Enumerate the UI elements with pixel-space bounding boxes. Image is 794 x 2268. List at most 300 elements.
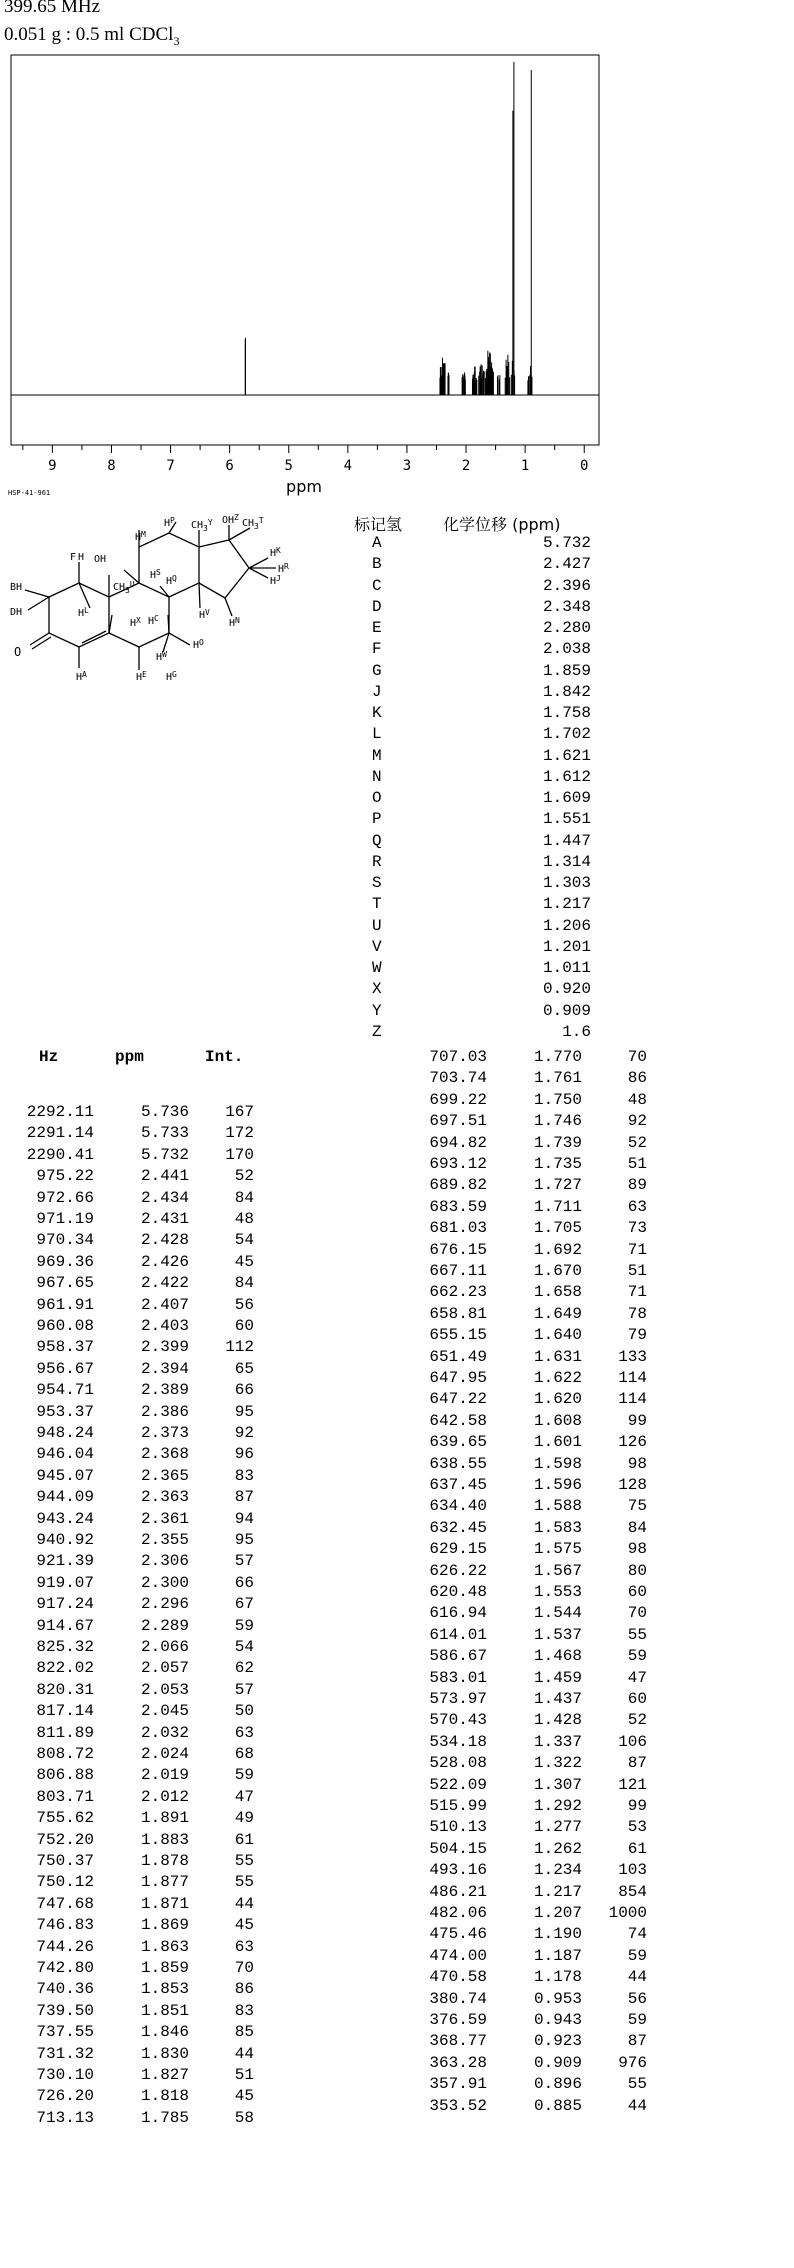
peak-hz: 493.16 bbox=[429, 1861, 487, 1880]
x-axis-ticks bbox=[23, 445, 589, 474]
label-oh-z: $OH^Z$ bbox=[222, 513, 239, 526]
assignment-shift: 2.348 bbox=[542, 597, 591, 616]
peak-row bbox=[14, 1980, 254, 1999]
label-ch3-y: $CH_3^Y$ bbox=[191, 518, 213, 533]
label-hx: $H^X$ bbox=[130, 616, 141, 629]
peak-row bbox=[14, 1338, 254, 1357]
peak-row bbox=[407, 1818, 647, 1837]
peak-hz: 808.72 bbox=[36, 1745, 94, 1763]
peak-intensity: 44 bbox=[627, 1968, 647, 1987]
peak-hz: 376.59 bbox=[429, 2011, 487, 2029]
peak-row bbox=[14, 1124, 254, 1143]
peak-intensity: 83 bbox=[234, 2001, 254, 2020]
peak-intensity: 50 bbox=[234, 1702, 254, 1721]
assignment-shift: 1.447 bbox=[542, 831, 591, 850]
label-hn: $H^N$ bbox=[229, 616, 240, 629]
peak-ppm: 1.871 bbox=[140, 1894, 189, 1913]
assignment-shift: 2.038 bbox=[542, 640, 591, 659]
x-axis-tick-label: 1 bbox=[520, 458, 530, 474]
peak-hz: 368.77 bbox=[429, 2032, 487, 2051]
assignment-label: R bbox=[372, 852, 382, 871]
assignment-label: A bbox=[372, 534, 382, 552]
peak-intensity: 52 bbox=[627, 1711, 647, 1730]
peak-hz: 948.24 bbox=[36, 1424, 94, 1442]
peak-ppm: 1.598 bbox=[533, 1454, 582, 1473]
spectrum-peaks bbox=[245, 62, 532, 395]
peak-ppm: 2.355 bbox=[140, 1531, 189, 1549]
assignment-label: S bbox=[372, 874, 382, 892]
peak-intensity: 57 bbox=[234, 1680, 254, 1699]
peak-intensity: 44 bbox=[234, 1894, 254, 1913]
peak-hz: 694.82 bbox=[429, 1133, 487, 1152]
peak-intensity: 60 bbox=[234, 1317, 254, 1335]
assignment-row bbox=[355, 640, 591, 661]
peak-ppm: 0.953 bbox=[533, 1989, 582, 2008]
peak-hz: 969.36 bbox=[36, 1252, 94, 1271]
peak-row bbox=[14, 1617, 254, 1633]
peak-intensity: 70 bbox=[234, 1959, 254, 1977]
peak-row bbox=[407, 1990, 647, 2006]
peak-intensity: 55 bbox=[234, 1873, 254, 1892]
peak-ppm: 2.024 bbox=[140, 1745, 189, 1763]
assignment-row bbox=[355, 917, 591, 938]
peak-row bbox=[14, 1360, 254, 1376]
spectrometer-frequency: 399.65 MHz bbox=[4, 0, 101, 17]
peak-ppm: 2.361 bbox=[140, 1509, 189, 1528]
assignment-label: Q bbox=[372, 831, 382, 850]
x-axis-tick-label: 6 bbox=[225, 458, 234, 474]
peak-ppm: 1.705 bbox=[533, 1219, 582, 1238]
peak-hz: 726.20 bbox=[36, 2087, 94, 2106]
peak-intensity: 54 bbox=[234, 1638, 254, 1656]
peak-hz: 693.12 bbox=[429, 1155, 487, 1173]
assignment-label: F bbox=[372, 640, 382, 659]
assignment-label: W bbox=[372, 959, 382, 977]
peak-intensity: 45 bbox=[234, 1252, 254, 1271]
peak-hz: 583.01 bbox=[429, 1668, 487, 1687]
peak-hz: 2292.11 bbox=[26, 1103, 94, 1121]
peak-ppm: 0.896 bbox=[533, 2075, 582, 2094]
peak-row bbox=[14, 1745, 254, 1761]
peak-ppm: 2.289 bbox=[140, 1616, 189, 1635]
peak-row bbox=[407, 1540, 647, 1559]
peak-row bbox=[407, 1797, 647, 1813]
peak-intensity: 59 bbox=[627, 2011, 647, 2029]
peak-hz: 357.91 bbox=[429, 2075, 487, 2094]
peak-hz: 470.58 bbox=[429, 1968, 487, 1987]
peak-intensity: 55 bbox=[627, 1625, 647, 1644]
peak-intensity: 96 bbox=[234, 1445, 254, 1464]
label-he: $H^E$ bbox=[136, 670, 147, 683]
peak-intensity: 59 bbox=[234, 1616, 254, 1635]
label-hr: $H^R$ bbox=[278, 562, 289, 575]
peak-ppm: 1.337 bbox=[533, 1732, 582, 1751]
peak-hz: 639.65 bbox=[429, 1433, 487, 1452]
plot-frame bbox=[11, 55, 599, 445]
peak-intensity: 61 bbox=[627, 1839, 647, 1858]
peak-row bbox=[407, 1219, 647, 1238]
peak-row bbox=[14, 1724, 254, 1740]
x-axis-tick-label: 8 bbox=[107, 458, 116, 474]
peak-intensity: 84 bbox=[234, 1188, 254, 1207]
peak-hz: 626.22 bbox=[429, 1561, 487, 1580]
peak-intensity: 57 bbox=[234, 1552, 254, 1571]
peak-ppm: 1.322 bbox=[533, 1754, 582, 1773]
peak-row bbox=[14, 1788, 254, 1804]
peak-row bbox=[14, 1531, 254, 1547]
sample-code: HSP-41-961 bbox=[8, 489, 51, 497]
assignment-shift: 0.909 bbox=[542, 1001, 591, 1020]
peak-row bbox=[14, 1467, 254, 1483]
peak-intensity: 80 bbox=[627, 1561, 647, 1580]
peak-row bbox=[14, 1210, 254, 1226]
peak-row bbox=[407, 1776, 647, 1792]
peak-hz: 676.15 bbox=[429, 1240, 487, 1259]
peak-row bbox=[14, 1659, 254, 1678]
peak-hz: 811.89 bbox=[36, 1723, 94, 1742]
peak-row bbox=[14, 1510, 254, 1526]
peak-row bbox=[14, 1167, 254, 1186]
assignment-shift: 1.6 bbox=[562, 1022, 591, 1041]
peak-hz: 482.06 bbox=[429, 1904, 487, 1922]
peak-row bbox=[407, 1048, 647, 1064]
peak-ppm: 2.032 bbox=[140, 1723, 189, 1742]
peak-row bbox=[407, 1583, 647, 1599]
peak-intensity: 74 bbox=[627, 1925, 647, 1944]
peak-ppm: 2.441 bbox=[140, 1167, 189, 1186]
peak-ppm: 1.711 bbox=[533, 1197, 582, 1216]
peak-ppm: 1.575 bbox=[533, 1540, 582, 1559]
peak-intensity: 170 bbox=[225, 1145, 254, 1164]
x-axis-label: ppm bbox=[286, 477, 322, 496]
peak-intensity: 48 bbox=[234, 1210, 254, 1228]
x-axis-tick-label: 5 bbox=[284, 458, 293, 474]
x-axis-tick-label: 7 bbox=[166, 458, 175, 474]
assignment-label: Z bbox=[372, 1022, 382, 1041]
peak-hz: 614.01 bbox=[429, 1625, 487, 1644]
peak-row bbox=[14, 1103, 254, 1119]
peak-intensity: 52 bbox=[627, 1133, 647, 1152]
label-hq: $H^Q$ bbox=[166, 574, 177, 587]
peak-row bbox=[14, 1852, 254, 1868]
peak-hz: 655.15 bbox=[429, 1326, 487, 1345]
peak-row bbox=[14, 2023, 254, 2042]
assignment-row bbox=[355, 789, 591, 810]
peak-intensity: 71 bbox=[627, 1283, 647, 1302]
peak-row bbox=[407, 1476, 647, 1492]
peak-hz: 667.11 bbox=[429, 1262, 487, 1280]
peak-ppm: 1.761 bbox=[533, 1069, 582, 1088]
peak-ppm: 1.727 bbox=[533, 1176, 582, 1195]
peak-ppm: 0.923 bbox=[533, 2032, 582, 2051]
peak-ppm: 1.468 bbox=[533, 1647, 582, 1666]
peak-hz: 940.92 bbox=[36, 1531, 94, 1549]
peak-intensity: 79 bbox=[627, 1326, 647, 1345]
assignment-row bbox=[355, 938, 591, 959]
assignment-row bbox=[355, 959, 591, 980]
peak-hz: 699.22 bbox=[429, 1090, 487, 1109]
peak-intensity: 66 bbox=[234, 1573, 254, 1592]
assignment-row bbox=[355, 534, 591, 555]
structure-labels bbox=[10, 513, 289, 683]
peak-ppm: 2.019 bbox=[140, 1766, 189, 1785]
peak-intensity: 83 bbox=[234, 1466, 254, 1485]
peak-hz: 2290.41 bbox=[26, 1145, 94, 1164]
peak-hz: 970.34 bbox=[36, 1231, 94, 1250]
peak-row bbox=[407, 1626, 647, 1642]
peak-hz: 750.37 bbox=[36, 1852, 94, 1870]
peak-hz: 752.20 bbox=[36, 1830, 94, 1849]
peak-intensity: 55 bbox=[234, 1852, 254, 1870]
assignment-row bbox=[355, 980, 591, 1001]
peak-row bbox=[407, 1412, 647, 1428]
peak-ppm: 2.296 bbox=[140, 1595, 189, 1614]
peak-row bbox=[407, 1348, 647, 1364]
peak-hz: 744.26 bbox=[36, 1937, 94, 1956]
peak-intensity: 114 bbox=[618, 1390, 647, 1409]
peak-row bbox=[14, 1296, 254, 1312]
peak-hz: 971.19 bbox=[36, 1210, 94, 1228]
peak-intensity: 51 bbox=[627, 1155, 647, 1173]
peak-hz: 975.22 bbox=[36, 1167, 94, 1186]
peak-hz: 620.48 bbox=[429, 1583, 487, 1601]
peak-row bbox=[407, 1369, 647, 1385]
peak-hz: 486.21 bbox=[429, 1882, 487, 1901]
peak-intensity: 854 bbox=[618, 1882, 647, 1901]
peak-row bbox=[407, 1904, 647, 1920]
assignment-shift: 1.206 bbox=[542, 916, 591, 935]
peak-intensity: 94 bbox=[234, 1509, 254, 1528]
peak-hz: 825.32 bbox=[36, 1638, 94, 1656]
peak-row bbox=[407, 1754, 647, 1773]
peak-hz: 946.04 bbox=[36, 1445, 94, 1464]
peak-intensity: 128 bbox=[618, 1476, 647, 1494]
peak-ppm: 1.692 bbox=[533, 1240, 582, 1259]
peak-hz: 967.65 bbox=[36, 1274, 94, 1293]
peak-ppm: 2.368 bbox=[140, 1445, 189, 1464]
peak-ppm: 1.190 bbox=[533, 1925, 582, 1944]
peak-hz: 632.45 bbox=[429, 1518, 487, 1537]
peak-hz: 510.13 bbox=[429, 1818, 487, 1837]
peak-row bbox=[407, 2054, 647, 2070]
label-bh: BH bbox=[10, 582, 23, 593]
peak-ppm: 1.217 bbox=[533, 1882, 582, 1901]
peak-intensity: 121 bbox=[618, 1775, 647, 1794]
assignment-label: V bbox=[372, 937, 382, 956]
peak-ppm: 2.066 bbox=[140, 1638, 189, 1656]
peak-ppm: 2.363 bbox=[140, 1488, 189, 1507]
peak-ppm: 1.553 bbox=[533, 1583, 582, 1601]
assignment-label: C bbox=[372, 576, 382, 595]
peak-intensity: 98 bbox=[627, 1454, 647, 1473]
peak-hz: 380.74 bbox=[429, 1989, 487, 2008]
assignment-row bbox=[355, 598, 591, 619]
peak-ppm: 1.863 bbox=[140, 1937, 189, 1956]
peak-row bbox=[407, 1883, 647, 1899]
peak-hz: 943.24 bbox=[36, 1509, 94, 1528]
peak-intensity: 112 bbox=[225, 1338, 254, 1357]
peak-intensity: 45 bbox=[234, 2087, 254, 2106]
peak-row bbox=[407, 1861, 647, 1880]
assignment-label: J bbox=[372, 682, 382, 701]
sample-description-subscript: 3 bbox=[173, 33, 180, 48]
peak-intensity: 86 bbox=[627, 1069, 647, 1088]
peak-row bbox=[14, 1231, 254, 1250]
peak-intensity: 49 bbox=[234, 1809, 254, 1828]
peak-row bbox=[14, 1766, 254, 1785]
peak-ppm: 1.262 bbox=[533, 1839, 582, 1858]
peak-intensity: 84 bbox=[234, 1274, 254, 1293]
peak-hz: 820.31 bbox=[36, 1680, 94, 1699]
peak-hz: 817.14 bbox=[36, 1702, 94, 1721]
peak-hz: 528.08 bbox=[429, 1754, 487, 1773]
peak-intensity: 56 bbox=[234, 1295, 254, 1314]
peak-hz: 681.03 bbox=[429, 1219, 487, 1238]
peak-intensity: 54 bbox=[234, 1231, 254, 1250]
peak-row bbox=[407, 1433, 647, 1452]
label-dh: DH bbox=[10, 607, 23, 618]
peak-hz: 689.82 bbox=[429, 1176, 487, 1195]
peak-hz: 573.97 bbox=[429, 1690, 487, 1708]
peak-hz: 570.43 bbox=[429, 1711, 487, 1730]
peak-intensity: 47 bbox=[627, 1668, 647, 1687]
peak-row bbox=[14, 1638, 254, 1654]
peak-intensity: 1000 bbox=[608, 1904, 647, 1922]
peak-ppm: 1.746 bbox=[533, 1112, 582, 1131]
x-axis-tick-label: 9 bbox=[48, 458, 57, 474]
assignment-label: K bbox=[372, 704, 382, 722]
peak-hz: 638.55 bbox=[429, 1454, 487, 1473]
peak-ppm: 2.053 bbox=[140, 1680, 189, 1699]
peak-hz: 515.99 bbox=[429, 1797, 487, 1815]
peak-hz: 945.07 bbox=[36, 1466, 94, 1485]
label-hs: $H^S$ bbox=[150, 568, 161, 581]
peak-row bbox=[14, 2066, 254, 2082]
peak-intensity: 87 bbox=[627, 2032, 647, 2051]
peak-hz: 739.50 bbox=[36, 2001, 94, 2020]
peak-intensity: 61 bbox=[234, 1830, 254, 1849]
assignment-shift: 0.920 bbox=[542, 980, 591, 999]
peak-ppm: 2.431 bbox=[140, 1210, 189, 1228]
peak-row bbox=[14, 2109, 254, 2125]
label-hm: $H^M$ bbox=[135, 530, 146, 543]
assignment-label: X bbox=[372, 980, 382, 999]
peak-row bbox=[14, 1809, 254, 1828]
peak-ppm: 1.830 bbox=[140, 2044, 189, 2063]
peak-hz: 806.88 bbox=[36, 1766, 94, 1785]
peak-hz: 755.62 bbox=[36, 1809, 94, 1828]
peak-row bbox=[407, 2011, 647, 2027]
peak-intensity: 62 bbox=[234, 1659, 254, 1678]
assignment-row bbox=[355, 619, 591, 640]
assignment-label: E bbox=[372, 619, 382, 637]
peak-ppm: 1.277 bbox=[533, 1818, 582, 1837]
peak-intensity: 114 bbox=[618, 1369, 647, 1387]
peak-intensity: 103 bbox=[618, 1861, 647, 1880]
peak-ppm: 1.544 bbox=[533, 1604, 582, 1623]
assignment-shift: 1.314 bbox=[542, 852, 591, 871]
peak-intensity: 87 bbox=[234, 1488, 254, 1507]
peak-hz: 504.15 bbox=[429, 1839, 487, 1858]
assignment-shift: 1.609 bbox=[542, 789, 591, 807]
peak-hz: 475.46 bbox=[429, 1925, 487, 1944]
peak-hz: 750.12 bbox=[36, 1873, 94, 1892]
peak-ppm: 2.399 bbox=[140, 1338, 189, 1357]
peak-hz: 803.71 bbox=[36, 1787, 94, 1806]
peak-row bbox=[407, 1262, 647, 1278]
peak-row bbox=[14, 1681, 254, 1697]
peak-header-hz: Hz bbox=[39, 1048, 59, 1066]
peak-hz: 651.49 bbox=[429, 1347, 487, 1366]
peak-intensity: 52 bbox=[234, 1167, 254, 1186]
peak-row bbox=[407, 2097, 647, 2113]
peak-row bbox=[14, 1574, 254, 1590]
peak-ppm: 2.394 bbox=[140, 1359, 189, 1378]
peak-hz: 972.66 bbox=[36, 1188, 94, 1207]
structure-bonds bbox=[25, 522, 276, 670]
assignment-shift: 1.842 bbox=[542, 682, 591, 701]
assignment-shift: 2.427 bbox=[542, 555, 591, 574]
peak-row bbox=[407, 1283, 647, 1302]
peak-intensity: 86 bbox=[234, 1980, 254, 1999]
peak-ppm: 1.739 bbox=[533, 1133, 582, 1152]
assignment-shift: 1.303 bbox=[542, 874, 591, 892]
peak-row bbox=[407, 1669, 647, 1685]
peak-hz: 683.59 bbox=[429, 1197, 487, 1216]
peak-intensity: 172 bbox=[225, 1124, 254, 1143]
sample-description-text: 0.051 g : 0.5 ml CDCl bbox=[4, 24, 174, 45]
peak-ppm: 1.846 bbox=[140, 2023, 189, 2042]
x-axis-tick-label: 2 bbox=[461, 458, 471, 474]
peak-ppm: 1.307 bbox=[533, 1775, 582, 1794]
peak-ppm: 1.178 bbox=[533, 1968, 582, 1987]
peak-row bbox=[407, 1519, 647, 1535]
peak-ppm: 0.909 bbox=[533, 2053, 582, 2072]
peak-row bbox=[407, 1690, 647, 1706]
peak-row bbox=[407, 1112, 647, 1131]
peak-hz: 731.32 bbox=[36, 2044, 94, 2063]
peak-hz: 634.40 bbox=[429, 1497, 487, 1516]
peak-row bbox=[14, 1381, 254, 1400]
peak-intensity: 63 bbox=[234, 1723, 254, 1742]
assignment-header-label: 标记氢 bbox=[354, 515, 403, 534]
peak-row bbox=[407, 1091, 647, 1107]
assignment-shift: 1.859 bbox=[542, 661, 591, 680]
peak-hz: 647.22 bbox=[429, 1390, 487, 1409]
peak-intensity: 66 bbox=[234, 1381, 254, 1400]
peak-ppm: 1.187 bbox=[533, 1946, 582, 1965]
assignment-label: P bbox=[372, 810, 382, 829]
assignment-shift: 2.396 bbox=[542, 576, 591, 595]
peak-row bbox=[407, 2032, 647, 2051]
peak-intensity: 99 bbox=[627, 1797, 647, 1815]
peak-ppm: 2.386 bbox=[140, 1402, 189, 1421]
peak-hz: 960.08 bbox=[36, 1317, 94, 1335]
peak-intensity: 99 bbox=[627, 1411, 647, 1430]
peak-ppm: 5.732 bbox=[140, 1145, 189, 1164]
peak-hz: 944.09 bbox=[36, 1488, 94, 1507]
peak-hz: 730.10 bbox=[36, 2066, 94, 2084]
peak-row bbox=[14, 1253, 254, 1269]
peak-row bbox=[14, 1403, 254, 1419]
assignment-row bbox=[355, 555, 591, 576]
assignment-row bbox=[355, 747, 591, 768]
assignment-row bbox=[355, 1023, 591, 1044]
assignment-row bbox=[355, 874, 591, 895]
label-hl: $H^L$ bbox=[78, 606, 89, 619]
peak-row bbox=[407, 1134, 647, 1150]
peak-hz: 662.23 bbox=[429, 1283, 487, 1302]
